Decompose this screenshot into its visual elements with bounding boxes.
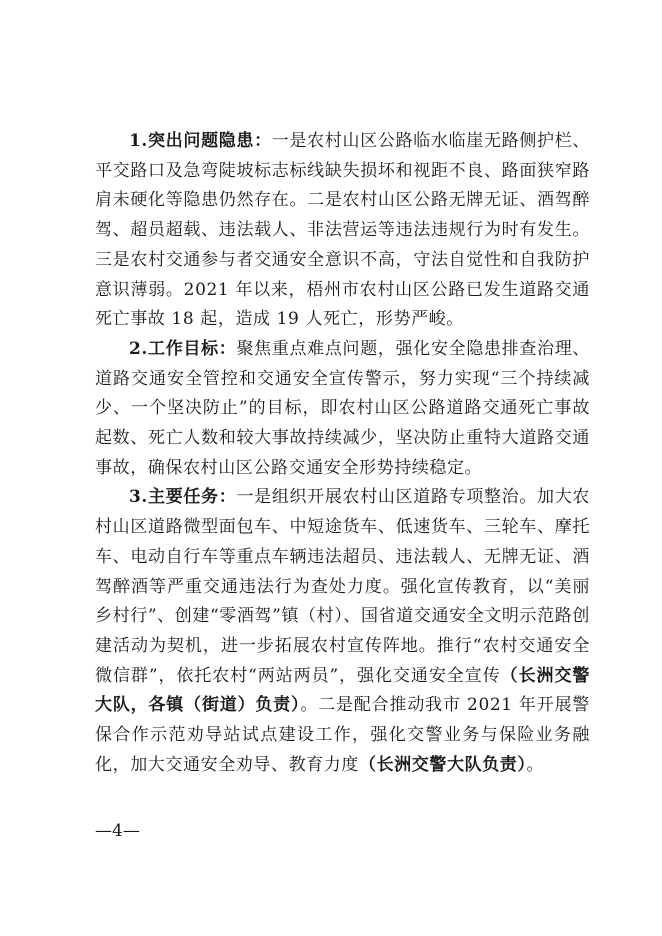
heading-tasks: 3.主要任务：	[129, 487, 237, 508]
text-tasks-part-1: 一是组织开展农村山区道路专项整治。加大农村山区道路微型面包车、中短途货车、低速货车、三轮车、摩托车、电动自行车等重点车辆违法超员、违法载人、无牌无证、酒驾醉酒等严重交通违法行为查处力度。强化宣传教育，以“美丽乡村行”、创建“零酒驾”镇（村）、国省道交通安全文明示范路创建活动为契机，进一步拓展农村宣传阵地。推行“农村交通安全微信群”，依托农村“两站两员”，强化交通安全宣传	[95, 487, 591, 686]
paragraph-goals	[95, 335, 590, 484]
text-tasks-part-3: 。	[526, 754, 545, 775]
responsibility-note-1: （长洲交警大队，各镇（街道）负责）	[95, 665, 590, 716]
paragraph-tasks	[95, 483, 590, 780]
text-goals: 聚焦重点难点问题，强化安全隐患排查治理、道路交通安全管控和交通安全宣传警示，努力实现“三个持续减少、一个坚决防止”的目标，即农村山区公路道路交通死亡事故起数、死亡人数和较大事故持续减少，坚决防止重特大道路交通事故，确保农村山区公路交通安全形势持续稳定。	[95, 338, 591, 478]
heading-problems: 1.突出问题隐患：	[129, 131, 272, 151]
paragraph-problems	[95, 127, 590, 335]
heading-goals: 2.工作目标：	[129, 338, 237, 359]
page-number: —4—	[95, 821, 140, 841]
responsibility-note-2: （长洲交警大队负责）	[359, 754, 527, 775]
document-body	[95, 127, 590, 780]
text-tasks-part-2: 。二是配合推动我市 2021 年开展警保合作示范劝导站试点建设工作，强化交警业务与保险业务融化，加大交通安全劝导、教育力度	[95, 695, 590, 775]
text-problems: 一是农村山区公路临水临崖无路侧护栏、平交路口及急弯陡坡标志标线缺失损坏和视距不良、路面狭窄路肩未硬化等隐患仍然存在。二是农村山区公路无牌无证、酒驾醉驾、超员超载、违法载人、非法营运等违法违规行为时有发生。三是农村交通参与者交通安全意识不高，守法自觉性和自我防护意识薄弱。2021 年以来，梧州市农村山区公路已发生道路交通死亡事故 18 起，造成 19 人死亡，形势严峻。	[95, 131, 590, 330]
